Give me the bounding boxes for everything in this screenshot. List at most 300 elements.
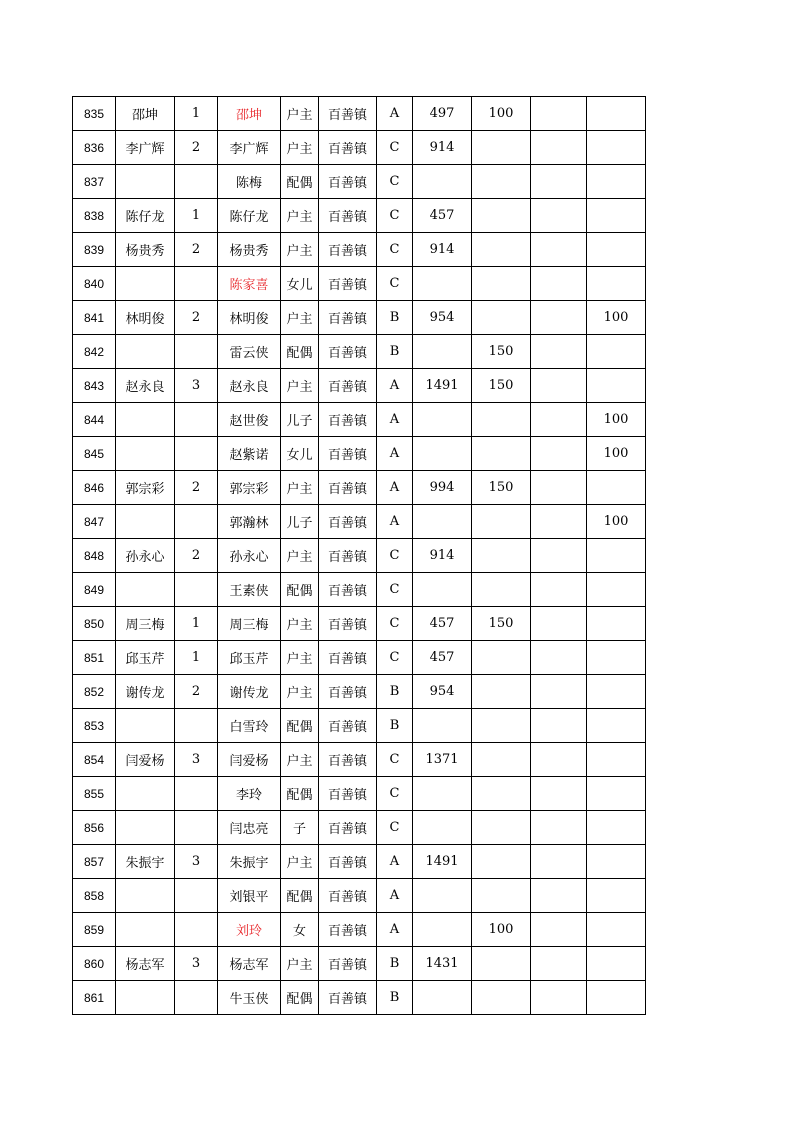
grade-cell: A <box>377 505 413 539</box>
household-size-cell: 1 <box>175 199 218 233</box>
household-head-cell: 谢传龙 <box>116 675 175 709</box>
amount-1-cell <box>413 777 472 811</box>
table-body <box>73 97 646 1015</box>
grade-cell: C <box>377 131 413 165</box>
amount-2-cell <box>472 505 531 539</box>
amount-3-cell <box>531 301 587 335</box>
amount-3-cell <box>531 607 587 641</box>
town-cell: 百善镇 <box>319 709 377 743</box>
table-row <box>73 641 646 675</box>
amount-2-cell <box>472 267 531 301</box>
table-row <box>73 845 646 879</box>
amount-2-cell: 150 <box>472 607 531 641</box>
amount-1-cell <box>413 505 472 539</box>
relationship-cell: 配偶 <box>281 981 319 1015</box>
amount-3-cell <box>531 505 587 539</box>
household-head-cell: 杨贵秀 <box>116 233 175 267</box>
member-name-cell: 朱振宇 <box>218 845 281 879</box>
town-cell: 百善镇 <box>319 437 377 471</box>
relationship-cell: 户主 <box>281 743 319 777</box>
row-number-cell: 861 <box>73 981 116 1015</box>
grade-cell: A <box>377 369 413 403</box>
household-head-cell <box>116 913 175 947</box>
household-size-cell <box>175 165 218 199</box>
row-number-cell: 859 <box>73 913 116 947</box>
town-cell: 百善镇 <box>319 573 377 607</box>
row-number-cell: 858 <box>73 879 116 913</box>
household-size-cell: 2 <box>175 675 218 709</box>
amount-3-cell <box>531 573 587 607</box>
town-cell: 百善镇 <box>319 97 377 131</box>
member-name-cell: 周三梅 <box>218 607 281 641</box>
amount-4-cell <box>587 539 646 573</box>
amount-2-cell <box>472 233 531 267</box>
row-number-cell: 857 <box>73 845 116 879</box>
town-cell: 百善镇 <box>319 267 377 301</box>
amount-3-cell <box>531 641 587 675</box>
amount-3-cell <box>531 981 587 1015</box>
relationship-cell: 女儿 <box>281 437 319 471</box>
household-size-cell <box>175 573 218 607</box>
table-row <box>73 369 646 403</box>
amount-2-cell <box>472 981 531 1015</box>
household-head-cell: 林明俊 <box>116 301 175 335</box>
amount-4-cell: 100 <box>587 403 646 437</box>
table-row <box>73 777 646 811</box>
member-name-cell: 林明俊 <box>218 301 281 335</box>
grade-cell: C <box>377 811 413 845</box>
row-number-cell: 842 <box>73 335 116 369</box>
table-row <box>73 165 646 199</box>
grade-cell: A <box>377 471 413 505</box>
household-head-cell <box>116 981 175 1015</box>
member-name-cell: 陈仔龙 <box>218 199 281 233</box>
amount-1-cell <box>413 913 472 947</box>
member-name-cell: 李广辉 <box>218 131 281 165</box>
grade-cell: B <box>377 709 413 743</box>
town-cell: 百善镇 <box>319 777 377 811</box>
relationship-cell: 户主 <box>281 539 319 573</box>
amount-1-cell: 497 <box>413 97 472 131</box>
amount-3-cell <box>531 165 587 199</box>
member-name-cell: 雷云侠 <box>218 335 281 369</box>
table-row <box>73 301 646 335</box>
relationship-cell: 户主 <box>281 301 319 335</box>
row-number-cell: 838 <box>73 199 116 233</box>
table-row <box>73 675 646 709</box>
town-cell: 百善镇 <box>319 505 377 539</box>
household-head-cell <box>116 267 175 301</box>
household-head-cell: 陈仔龙 <box>116 199 175 233</box>
amount-4-cell <box>587 199 646 233</box>
row-number-cell: 843 <box>73 369 116 403</box>
town-cell: 百善镇 <box>319 947 377 981</box>
table-row <box>73 233 646 267</box>
household-head-cell <box>116 165 175 199</box>
grade-cell: B <box>377 947 413 981</box>
household-head-cell: 邱玉芹 <box>116 641 175 675</box>
grade-cell: A <box>377 879 413 913</box>
amount-2-cell <box>472 879 531 913</box>
grade-cell: B <box>377 301 413 335</box>
row-number-cell: 845 <box>73 437 116 471</box>
amount-3-cell <box>531 845 587 879</box>
amount-1-cell: 1431 <box>413 947 472 981</box>
row-number-cell: 850 <box>73 607 116 641</box>
member-name-cell: 王素侠 <box>218 573 281 607</box>
town-cell: 百善镇 <box>319 811 377 845</box>
household-size-cell <box>175 505 218 539</box>
relationship-cell: 户主 <box>281 845 319 879</box>
relationship-cell: 户主 <box>281 233 319 267</box>
row-number-cell: 849 <box>73 573 116 607</box>
amount-1-cell <box>413 709 472 743</box>
amount-1-cell: 914 <box>413 131 472 165</box>
relationship-cell: 配偶 <box>281 335 319 369</box>
household-head-cell <box>116 879 175 913</box>
amount-3-cell <box>531 403 587 437</box>
relationship-cell: 儿子 <box>281 505 319 539</box>
grade-cell: C <box>377 641 413 675</box>
amount-4-cell <box>587 845 646 879</box>
amount-1-cell: 954 <box>413 675 472 709</box>
grade-cell: A <box>377 845 413 879</box>
household-head-cell: 李广辉 <box>116 131 175 165</box>
amount-4-cell <box>587 709 646 743</box>
amount-1-cell: 1491 <box>413 845 472 879</box>
amount-4-cell <box>587 879 646 913</box>
household-head-cell: 赵永良 <box>116 369 175 403</box>
household-head-cell <box>116 403 175 437</box>
amount-4-cell <box>587 165 646 199</box>
row-number-cell: 860 <box>73 947 116 981</box>
table-row <box>73 437 646 471</box>
row-number-cell: 848 <box>73 539 116 573</box>
amount-4-cell <box>587 947 646 981</box>
table-row <box>73 947 646 981</box>
amount-2-cell <box>472 573 531 607</box>
relationship-cell: 户主 <box>281 607 319 641</box>
amount-1-cell <box>413 879 472 913</box>
household-size-cell <box>175 437 218 471</box>
relationship-cell: 配偶 <box>281 879 319 913</box>
member-name-cell: 陈家喜 <box>218 267 281 301</box>
member-name-cell: 郭瀚林 <box>218 505 281 539</box>
town-cell: 百善镇 <box>319 471 377 505</box>
amount-3-cell <box>531 539 587 573</box>
amount-2-cell <box>472 743 531 777</box>
grade-cell: A <box>377 913 413 947</box>
amount-1-cell <box>413 403 472 437</box>
row-number-cell: 839 <box>73 233 116 267</box>
member-name-cell: 邵坤 <box>218 97 281 131</box>
household-size-cell: 1 <box>175 97 218 131</box>
table-row <box>73 403 646 437</box>
amount-4-cell: 100 <box>587 505 646 539</box>
household-size-cell: 2 <box>175 471 218 505</box>
amount-1-cell: 914 <box>413 233 472 267</box>
amount-1-cell: 457 <box>413 199 472 233</box>
member-name-cell: 杨贵秀 <box>218 233 281 267</box>
household-size-cell <box>175 913 218 947</box>
household-head-cell: 杨志军 <box>116 947 175 981</box>
amount-1-cell: 994 <box>413 471 472 505</box>
member-name-cell: 闫忠亮 <box>218 811 281 845</box>
row-number-cell: 846 <box>73 471 116 505</box>
household-size-cell: 3 <box>175 369 218 403</box>
household-size-cell: 2 <box>175 131 218 165</box>
town-cell: 百善镇 <box>319 913 377 947</box>
town-cell: 百善镇 <box>319 981 377 1015</box>
town-cell: 百善镇 <box>319 233 377 267</box>
amount-2-cell: 150 <box>472 369 531 403</box>
household-size-cell: 3 <box>175 845 218 879</box>
amount-3-cell <box>531 947 587 981</box>
town-cell: 百善镇 <box>319 607 377 641</box>
town-cell: 百善镇 <box>319 539 377 573</box>
amount-3-cell <box>531 879 587 913</box>
amount-1-cell <box>413 165 472 199</box>
amount-3-cell <box>531 369 587 403</box>
amount-1-cell <box>413 437 472 471</box>
row-number-cell: 837 <box>73 165 116 199</box>
member-name-cell: 赵永良 <box>218 369 281 403</box>
grade-cell: C <box>377 539 413 573</box>
relationship-cell: 配偶 <box>281 165 319 199</box>
grade-cell: C <box>377 777 413 811</box>
relationship-cell: 女 <box>281 913 319 947</box>
amount-4-cell <box>587 369 646 403</box>
household-size-cell: 3 <box>175 743 218 777</box>
amount-2-cell <box>472 675 531 709</box>
amount-2-cell <box>472 199 531 233</box>
member-name-cell: 白雪玲 <box>218 709 281 743</box>
amount-4-cell <box>587 471 646 505</box>
amount-1-cell: 457 <box>413 607 472 641</box>
household-size-cell: 3 <box>175 947 218 981</box>
relationship-cell: 户主 <box>281 947 319 981</box>
relationship-cell: 配偶 <box>281 709 319 743</box>
member-name-cell: 赵紫诺 <box>218 437 281 471</box>
member-name-cell: 陈梅 <box>218 165 281 199</box>
row-number-cell: 847 <box>73 505 116 539</box>
amount-1-cell: 457 <box>413 641 472 675</box>
amount-1-cell: 954 <box>413 301 472 335</box>
household-size-cell <box>175 879 218 913</box>
amount-1-cell: 914 <box>413 539 472 573</box>
amount-4-cell <box>587 607 646 641</box>
household-head-cell: 朱振宇 <box>116 845 175 879</box>
amount-2-cell <box>472 131 531 165</box>
household-size-cell: 2 <box>175 233 218 267</box>
grade-cell: C <box>377 267 413 301</box>
amount-2-cell <box>472 403 531 437</box>
amount-4-cell <box>587 981 646 1015</box>
amount-2-cell <box>472 165 531 199</box>
household-head-cell <box>116 335 175 369</box>
household-head-cell <box>116 709 175 743</box>
relationship-cell: 户主 <box>281 369 319 403</box>
town-cell: 百善镇 <box>319 301 377 335</box>
amount-1-cell: 1371 <box>413 743 472 777</box>
table-row <box>73 879 646 913</box>
table-row <box>73 131 646 165</box>
household-head-cell <box>116 777 175 811</box>
household-size-cell <box>175 709 218 743</box>
relationship-cell: 户主 <box>281 199 319 233</box>
member-name-cell: 邱玉芹 <box>218 641 281 675</box>
amount-2-cell <box>472 947 531 981</box>
town-cell: 百善镇 <box>319 675 377 709</box>
amount-4-cell <box>587 131 646 165</box>
town-cell: 百善镇 <box>319 335 377 369</box>
amount-2-cell <box>472 539 531 573</box>
table-row <box>73 709 646 743</box>
amount-2-cell <box>472 437 531 471</box>
amount-3-cell <box>531 437 587 471</box>
grade-cell: C <box>377 199 413 233</box>
grade-cell: B <box>377 981 413 1015</box>
table-row <box>73 573 646 607</box>
amount-3-cell <box>531 471 587 505</box>
row-number-cell: 836 <box>73 131 116 165</box>
town-cell: 百善镇 <box>319 131 377 165</box>
amount-3-cell <box>531 335 587 369</box>
relationship-cell: 配偶 <box>281 573 319 607</box>
household-head-cell <box>116 437 175 471</box>
row-number-cell: 841 <box>73 301 116 335</box>
town-cell: 百善镇 <box>319 845 377 879</box>
relationship-cell: 户主 <box>281 131 319 165</box>
row-number-cell: 854 <box>73 743 116 777</box>
member-name-cell: 刘银平 <box>218 879 281 913</box>
amount-2-cell: 150 <box>472 335 531 369</box>
table-row <box>73 199 646 233</box>
household-size-cell <box>175 811 218 845</box>
table-row <box>73 539 646 573</box>
member-name-cell: 赵世俊 <box>218 403 281 437</box>
table-row <box>73 811 646 845</box>
amount-4-cell <box>587 777 646 811</box>
household-head-cell: 周三梅 <box>116 607 175 641</box>
amount-1-cell <box>413 811 472 845</box>
household-size-cell: 1 <box>175 641 218 675</box>
table-row <box>73 607 646 641</box>
relationship-cell: 子 <box>281 811 319 845</box>
amount-4-cell <box>587 267 646 301</box>
household-head-cell: 邵坤 <box>116 97 175 131</box>
amount-3-cell <box>531 743 587 777</box>
amount-4-cell: 100 <box>587 301 646 335</box>
row-number-cell: 853 <box>73 709 116 743</box>
row-number-cell: 840 <box>73 267 116 301</box>
grade-cell: B <box>377 335 413 369</box>
grade-cell: A <box>377 437 413 471</box>
amount-4-cell <box>587 335 646 369</box>
grade-cell: C <box>377 165 413 199</box>
household-size-cell <box>175 403 218 437</box>
town-cell: 百善镇 <box>319 743 377 777</box>
amount-4-cell <box>587 641 646 675</box>
table-row <box>73 335 646 369</box>
amount-1-cell <box>413 573 472 607</box>
amount-2-cell: 150 <box>472 471 531 505</box>
table-row <box>73 471 646 505</box>
member-name-cell: 孙永心 <box>218 539 281 573</box>
amount-4-cell <box>587 233 646 267</box>
amount-3-cell <box>531 913 587 947</box>
town-cell: 百善镇 <box>319 199 377 233</box>
amount-4-cell <box>587 743 646 777</box>
grade-cell: C <box>377 233 413 267</box>
amount-3-cell <box>531 709 587 743</box>
grade-cell: C <box>377 743 413 777</box>
member-name-cell: 刘玲 <box>218 913 281 947</box>
town-cell: 百善镇 <box>319 641 377 675</box>
table-row <box>73 505 646 539</box>
household-size-cell: 1 <box>175 607 218 641</box>
amount-3-cell <box>531 267 587 301</box>
amount-2-cell <box>472 709 531 743</box>
amount-2-cell <box>472 777 531 811</box>
amount-2-cell <box>472 301 531 335</box>
member-name-cell: 牛玉侠 <box>218 981 281 1015</box>
household-size-cell <box>175 981 218 1015</box>
amount-4-cell <box>587 573 646 607</box>
amount-4-cell <box>587 675 646 709</box>
amount-2-cell <box>472 641 531 675</box>
town-cell: 百善镇 <box>319 369 377 403</box>
amount-2-cell <box>472 845 531 879</box>
household-head-cell: 郭宗彩 <box>116 471 175 505</box>
household-head-cell <box>116 505 175 539</box>
table-row <box>73 913 646 947</box>
amount-2-cell: 100 <box>472 97 531 131</box>
relationship-cell: 户主 <box>281 641 319 675</box>
member-name-cell: 谢传龙 <box>218 675 281 709</box>
amount-4-cell <box>587 97 646 131</box>
household-head-cell: 闫爱杨 <box>116 743 175 777</box>
relationship-cell: 户主 <box>281 675 319 709</box>
household-size-cell: 2 <box>175 539 218 573</box>
table-row <box>73 743 646 777</box>
relationship-cell: 配偶 <box>281 777 319 811</box>
grade-cell: A <box>377 403 413 437</box>
member-name-cell: 李玲 <box>218 777 281 811</box>
amount-3-cell <box>531 811 587 845</box>
table-row <box>73 981 646 1015</box>
amount-1-cell <box>413 335 472 369</box>
table-row <box>73 267 646 301</box>
amount-3-cell <box>531 131 587 165</box>
data-table <box>72 96 646 1015</box>
member-name-cell: 闫爱杨 <box>218 743 281 777</box>
household-size-cell <box>175 267 218 301</box>
amount-2-cell: 100 <box>472 913 531 947</box>
grade-cell: B <box>377 675 413 709</box>
amount-3-cell <box>531 777 587 811</box>
grade-cell: C <box>377 573 413 607</box>
grade-cell: A <box>377 97 413 131</box>
town-cell: 百善镇 <box>319 879 377 913</box>
amount-3-cell <box>531 675 587 709</box>
amount-4-cell <box>587 913 646 947</box>
amount-1-cell <box>413 981 472 1015</box>
row-number-cell: 852 <box>73 675 116 709</box>
amount-4-cell: 100 <box>587 437 646 471</box>
amount-4-cell <box>587 811 646 845</box>
row-number-cell: 835 <box>73 97 116 131</box>
